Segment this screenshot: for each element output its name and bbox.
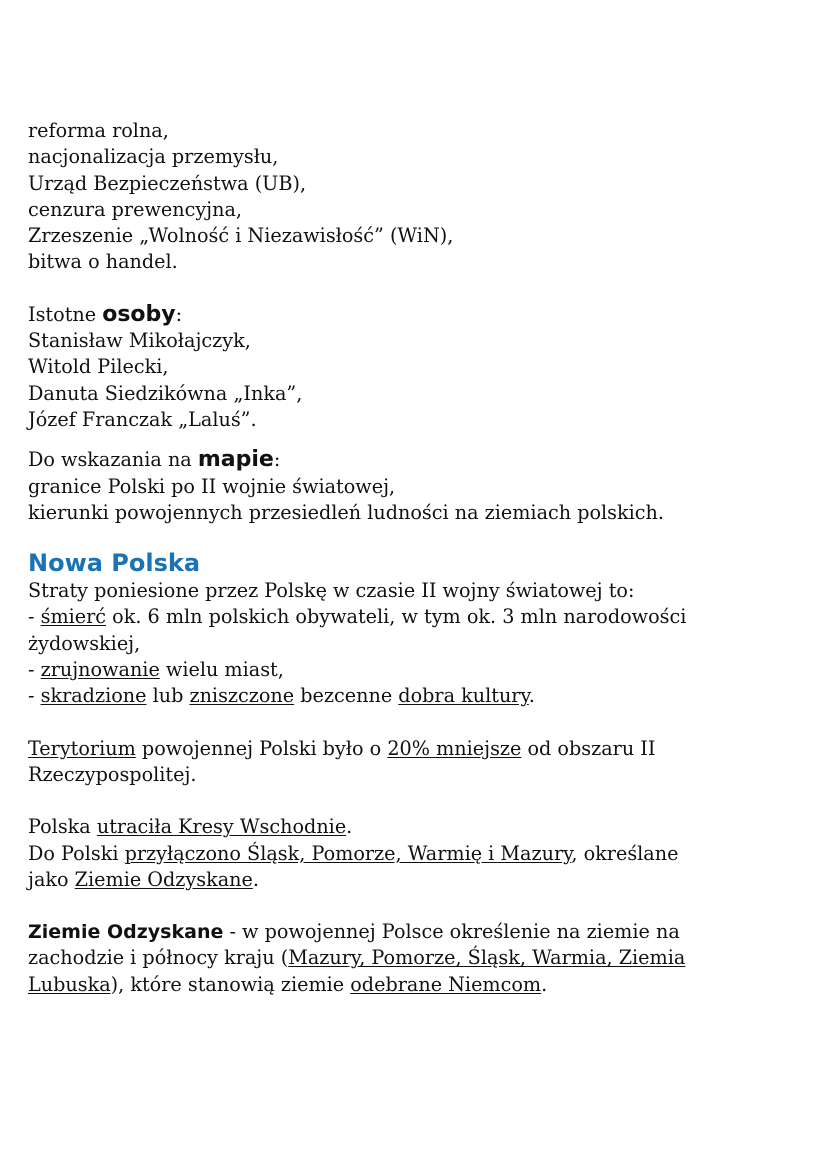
list-item: granice Polski po II wojnie światowej, [28,474,396,498]
map-keyword: mapie [197,447,274,473]
losses-intro: Straty poniesione przez Polskę w czasie II wojny światowej to: [28,579,635,603]
list-item: Zrzeszenie „Wolność i Niezawisłość” (WiN), [28,224,454,248]
list-item: Danuta Siedzikówna „Inka”, [28,381,303,405]
loss-item: - zrujnowanie wielu miast, [28,658,284,682]
section-title: Nowa Polska [28,549,201,578]
definition-paragraph: Ziemie Odzyskane - w powojennej Polsce określenie na ziemie na zachodzie i północy kraju (Mazury, Pomorze, Śląsk, Warmia, Ziemia Lubuska), które stanowią ziemie odebrane Niemcom. [28,920,686,996]
persons-keyword: osoby [102,301,176,327]
list-item: cenzura prewencyjna, [28,197,243,221]
list-item: nacjonalizacja przemysłu, [28,145,279,169]
loss-item-cont: żydowskiej, [28,631,141,655]
terms-list [28,118,808,276]
definition-term: Ziemie Odzyskane [28,921,224,944]
map-section [28,447,808,526]
loss-item: - skradzione lub zniszczone bezcenne dobra kultury. [28,684,535,708]
persons-heading: Istotne osoby: [28,301,183,327]
borders-paragraph: Polska utraciła Kresy Wschodnie. Do Polski przyłączono Śląsk, Pomorze, Warmię i Mazury, określane jako Ziemie Odzyskane. [28,815,679,891]
loss-item: - śmierć ok. 6 mln polskich obywateli, w tym ok. 3 mln narodowości [28,605,687,629]
list-item: Urząd Bezpieczeństwa (UB), [28,171,307,195]
list-item: Witold Pilecki, [28,355,169,379]
document-page [28,118,808,998]
persons-section [28,302,808,433]
list-item: bitwa o handel. [28,250,178,274]
territory-paragraph: Terytorium powojennej Polski było o 20% mniejsze od obszaru II Rzeczypospolitej. [28,736,656,786]
list-item: reforma rolna, [28,119,169,142]
losses-block [28,578,808,709]
list-item: Józef Franczak „Laluś”. [28,407,257,431]
map-heading: Do wskazania na mapie: [28,447,281,473]
list-item: kierunki powojennych przesiedleń ludności na ziemiach polskich. [28,500,664,524]
list-item: Stanisław Mikołajczyk, [28,329,251,353]
